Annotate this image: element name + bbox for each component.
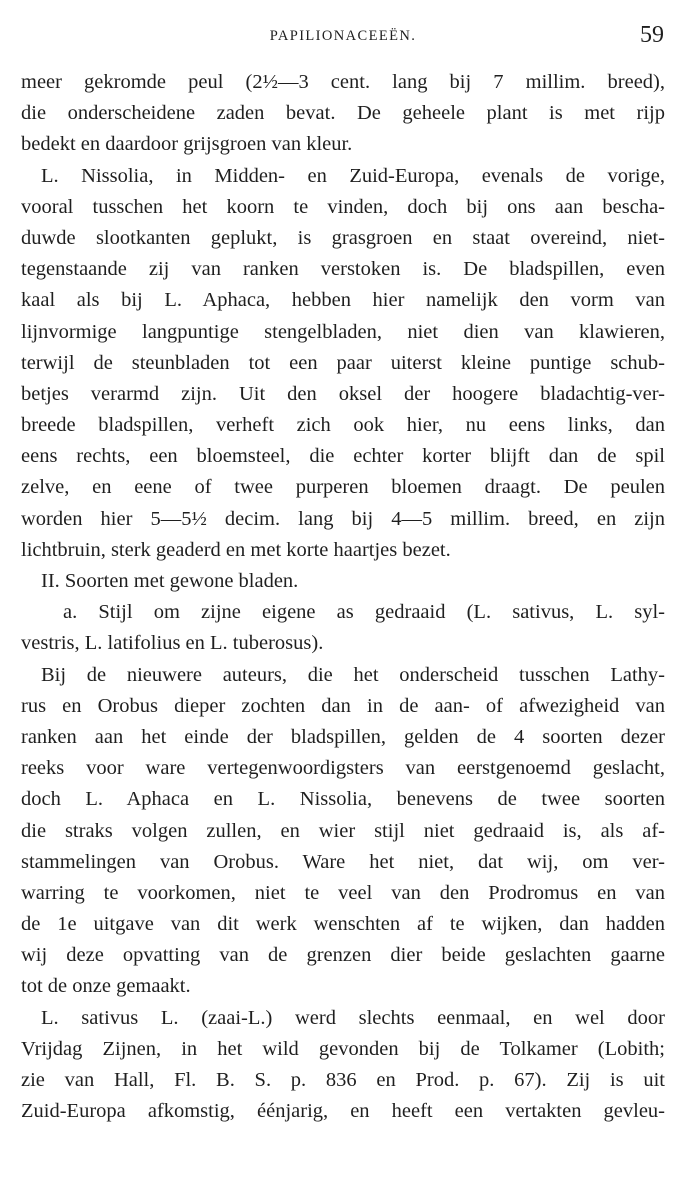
text-line: Zuid-Europa afkomstig, éénjarig, en heeft een vertakten gevleu-	[21, 1100, 665, 1123]
text-line: wij deze opvatting van de grenzen dier beide geslachten gaarne	[21, 944, 665, 967]
text-line: kaal als bij L. Aphaca, hebben hier namelijk den vorm van	[21, 289, 665, 312]
text-line: Bij de nieuwere auteurs, die het onderscheid tusschen Lathy-	[41, 663, 665, 686]
section-heading: II. Soorten met gewone bladen.	[41, 570, 299, 592]
text-line: L. sativus L. (zaai-L.) werd slechts eenmaal, en wel door	[41, 1006, 665, 1029]
text-line: warring te voorkomen, niet te veel van den Prodromus en van	[21, 881, 665, 904]
text-line: die onderscheidene zaden bevat. De geheele plant is met rijp	[21, 102, 665, 125]
text-line: lichtbruin, sterk geaderd en met korte haartjes bezet.	[21, 538, 451, 561]
text-line: zelve, en eene of twee purperen bloemen draagt. De peulen	[21, 476, 665, 499]
text-line: terwijl de steunbladen tot een paar uiterst kleine puntige schub-	[21, 351, 665, 374]
body-text	[21, 67, 665, 1127]
text-line: a. Stijl om zijne eigene as gedraaid (L. sativus, L. syl-	[63, 601, 665, 624]
text-line: L. Nissolia, in Midden- en Zuid-Europa, evenals de vorige,	[41, 164, 665, 187]
text-line: zie van Hall, Fl. B. S. p. 836 en Prod. p. 67). Zij is uit	[21, 1069, 665, 1091]
text-line: die straks volgen zullen, en wier stijl niet gedraaid is, als af-	[21, 819, 665, 842]
text-line: rus en Orobus dieper zochten dan in de aan- of afwezigheid van	[21, 694, 665, 717]
text-line: stammelingen van Orobus. Ware het niet, dat wij, om ver-	[21, 850, 665, 873]
text-line: worden hier 5—5½ decim. lang bij 4—5 millim. breed, en zijn	[21, 507, 665, 530]
text-line: Vrijdag Zijnen, in het wild gevonden bij de Tolkamer (Lobith;	[21, 1037, 665, 1060]
running-head: PAPILIONACEEËN.	[269, 28, 417, 44]
text-line: reeks voor ware vertegenwoordigsters van eerstgenoemd geslacht,	[21, 757, 665, 780]
page-header	[22, 22, 664, 52]
text-line: eens rechts, een bloemsteel, die echter korter blijft dan de spil	[21, 445, 665, 468]
text-line: breede bladspillen, verheft zich ook hier, nu eens links, dan	[21, 414, 665, 437]
text-line: tot de onze gemaakt.	[21, 975, 191, 998]
text-line: de 1e uitgave van dit werk wenschten af te wijken, dan hadden	[21, 913, 665, 936]
text-line: vooral tusschen het koorn te vinden, doch bij ons aan bescha-	[21, 195, 665, 218]
text-line: duwde slootkanten geplukt, is grasgroen en staat overeind, niet-	[21, 226, 665, 249]
text-line: doch L. Aphaca en L. Nissolia, benevens de twee soorten	[21, 788, 665, 811]
page-number: 59	[640, 22, 664, 48]
text-line: betjes verarmd zijn. Uit den oksel der hoogere bladachtig-ver-	[21, 382, 665, 405]
text-line: meer gekromde peul (2½—3 cent. lang bij 7 millim. breed),	[21, 71, 665, 93]
text-line: ranken aan het einde der bladspillen, gelden de 4 soorten dezer	[21, 725, 665, 748]
text-line: bedekt en daardoor grijsgroen van kleur.	[21, 133, 353, 156]
text-line: lijnvormige langpuntige stengelbladen, niet dien van klawieren,	[21, 320, 665, 343]
text-line: tegenstaande zij van ranken verstoken is. De bladspillen, even	[21, 258, 665, 281]
text-line: vestris, L. latifolius en L. tuberosus).	[21, 632, 324, 655]
